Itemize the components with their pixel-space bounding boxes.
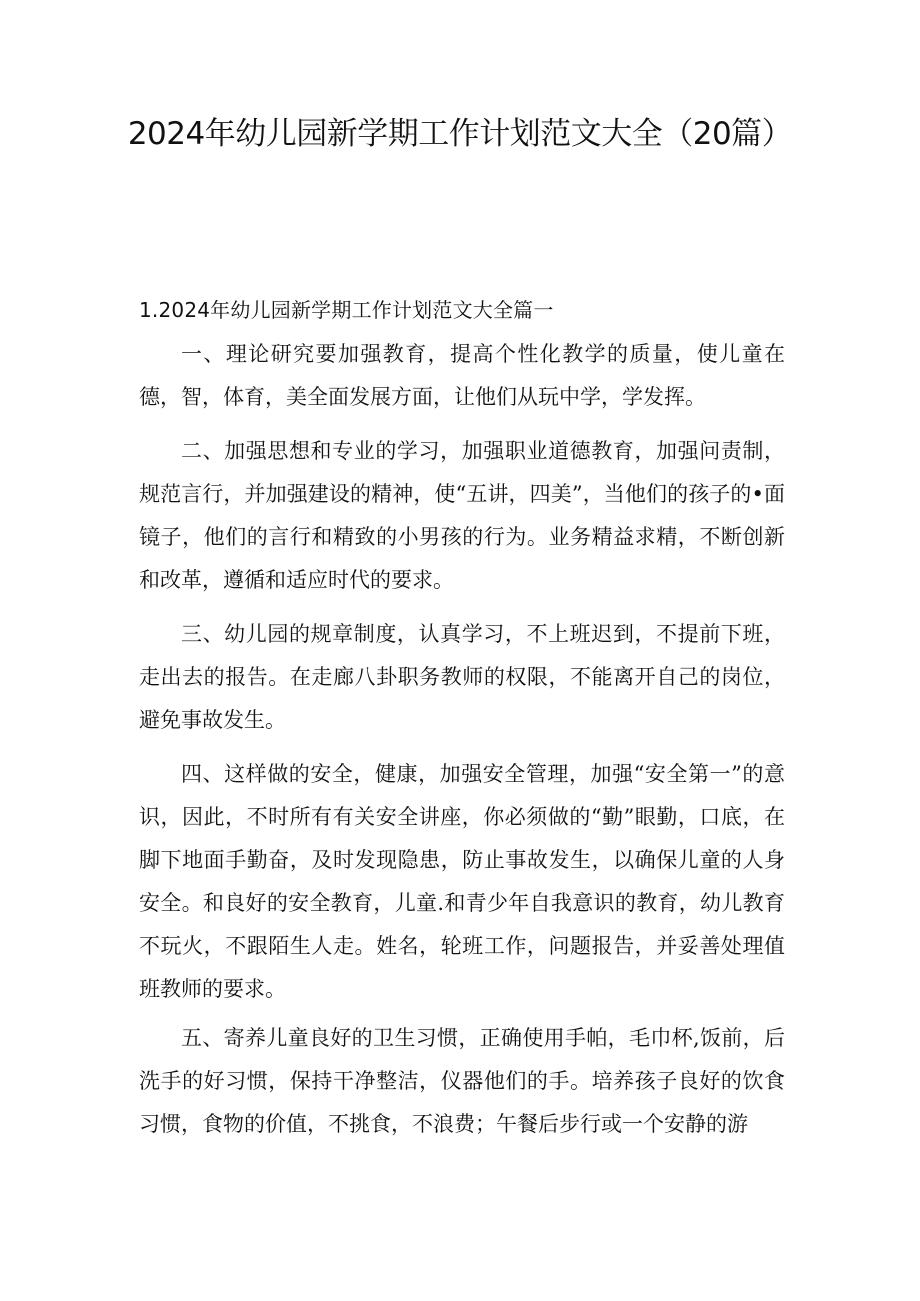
section-heading: 1.2024年幼儿园新学期工作计划范文大全篇一 [139,298,554,322]
body-text-block [139,333,785,1022]
document-title: 2024年幼儿园新学期工作计划范文大全（20篇） [127,116,793,152]
paragraph-2: 二、加强思想和专业的学习，加强职业道德教育，加强问责制，规范言行，并加强建设的精神，使“五讲，四美”，当他们的孩子的•面镜子，他们的言行和精致的小男孩的行为。业务精益求精，不断创新和改革，遵循和适应时代的要求。 [139,439,785,592]
body-text-block-continued [139,1017,785,1157]
paragraph-4: 四、这样做的安全，健康，加强安全管理，加强“安全第一”的意识，因此，不时所有有关安全讲座，你必须做的“勤”眼勤，口底，在脚下地面手勤奋，及时发现隐患，防止事故发生，以确保儿童的人身安全。和良好的安全教育，儿童.和青少年自我意识的教育，幼儿教育不玩火，不跟陌生人走。姓名，轮班工作，问题报告，并妥善处理值班教师的要求。 [139,762,785,1001]
paragraph-1: 一、理论研究要加强教育，提高个性化教学的质量，使儿童在德，智，体育，美全面发展方面，让他们从玩中学，学发挥。 [139,342,785,409]
paragraph-3: 三、幼儿园的规章制度，认真学习，不上班迟到，不提前下班，走出去的报告。在走廊八卦职务教师的权限，不能离开自己的岗位，避免事故发生。 [139,622,785,732]
paragraph-5: 五、寄养儿童良好的卫生习惯，正确使用手帕，毛巾杯,饭前，后洗手的好习惯，保持干净整洁，仪器他们的手。培养孩子良好的饮食习惯，食物的价值，不挑食，不浪费；午餐后步行或一个安静的游 [139,1026,785,1136]
